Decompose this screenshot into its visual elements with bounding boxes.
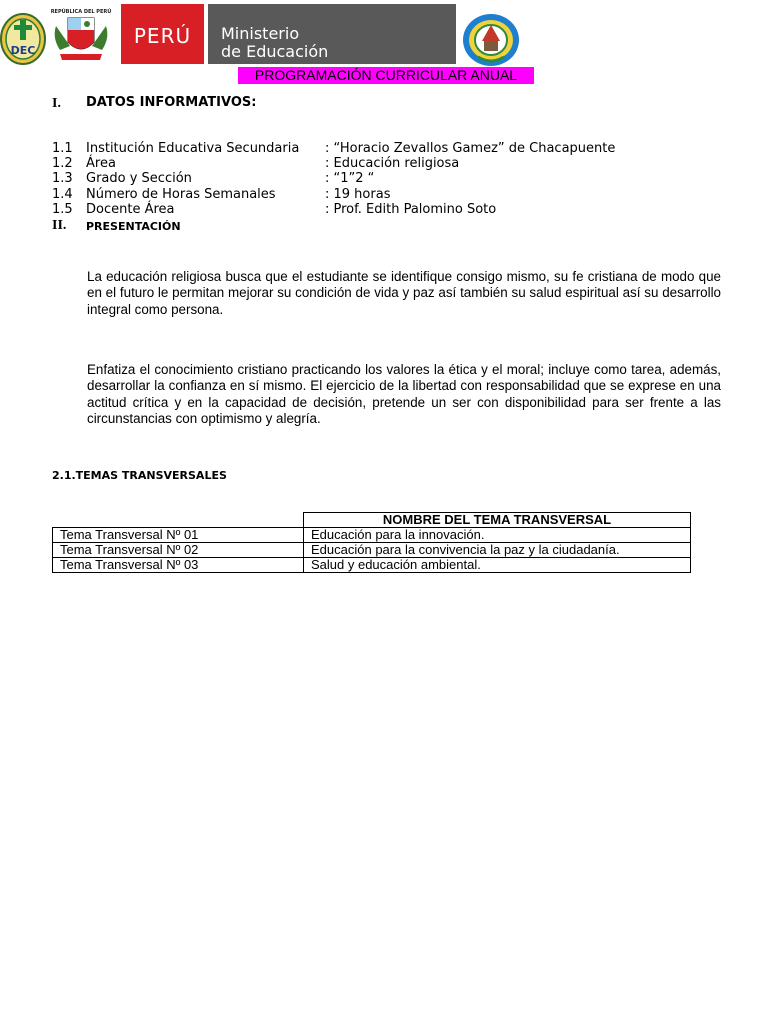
info-number: 1.2 <box>52 156 73 171</box>
tema-label: Tema Transversal Nº 02 <box>53 543 304 558</box>
presentation-paragraph: Enfatiza el conocimiento cristiano practicando los valores la ética y el moral; incluye como tarea, además, desarrollar la confianza en sí mismo. El ejercicio de la libertad con responsabilidad que se exprese en una actitud crítica y en la capacidad de decisión, pretende un ser con disponibilidad para ser frente a las circunstancias con optimismo y alegría. <box>87 362 721 426</box>
info-value: : “Horacio Zevallos Gamez” de Chacapuente <box>325 141 616 156</box>
info-row <box>52 187 732 203</box>
school-logo <box>462 13 520 67</box>
tema-label: Tema Transversal Nº 01 <box>53 528 304 543</box>
info-value: : Educación religiosa <box>325 156 460 171</box>
info-number: 1.3 <box>52 171 73 186</box>
peru-banner <box>121 4 204 64</box>
info-value: : Prof. Edith Palomino Soto <box>325 202 497 217</box>
ministerio-line1: Ministerio <box>221 24 300 43</box>
table-row <box>53 528 691 543</box>
table-row <box>53 558 691 573</box>
info-key: Número de Horas Semanales <box>86 187 276 202</box>
document-title: PROGRAMACIÓN CURRICULAR ANUAL <box>238 67 534 84</box>
peru-logo-text: REPÚBLICA DEL PERÚ <box>50 9 112 15</box>
table-row <box>53 543 691 558</box>
tema-name: Educación para la innovación. <box>304 528 691 543</box>
presentation-paragraph: La educación religiosa busca que el estudiante se identifique consigo mismo, su fe cristiana de modo que en el futuro le permitan mejorar su condición de vida y paz así también su salud espiritual así su desarrollo integral como persona. <box>87 269 721 317</box>
info-value: : 19 horas <box>325 187 391 202</box>
table-header-row <box>53 513 691 528</box>
section1-title: DATOS INFORMATIVOS: <box>86 95 257 110</box>
info-number: 1.5 <box>52 202 73 217</box>
ministerio-banner <box>208 4 456 64</box>
peru-banner-text: PERÚ <box>133 24 192 48</box>
info-row <box>52 141 732 157</box>
tema-label: Tema Transversal Nº 03 <box>53 558 304 573</box>
section2-number: II. <box>52 218 67 233</box>
info-row <box>52 171 732 187</box>
peru-coat-of-arms <box>50 6 112 62</box>
tema-name: Educación para la convivencia la paz y la ciudadanía. <box>304 543 691 558</box>
temas-title: 2.1.TEMAS TRANSVERSALES <box>52 469 227 482</box>
info-row <box>52 202 732 218</box>
temas-table <box>52 512 691 573</box>
dec-logo-text: DEC <box>10 44 36 57</box>
section1-number: I. <box>52 96 61 111</box>
tema-name: Salud y educación ambiental. <box>304 558 691 573</box>
info-key: Grado y Sección <box>86 171 192 186</box>
info-number: 1.4 <box>52 187 73 202</box>
dec-logo <box>0 12 46 66</box>
ministerio-line2: de Educación <box>221 42 329 61</box>
info-number: 1.1 <box>52 141 73 156</box>
info-key: Área <box>86 156 116 171</box>
section2-title: PRESENTACIÓN <box>86 220 181 233</box>
info-key: Institución Educativa Secundaria <box>86 141 300 156</box>
table-header: NOMBRE DEL TEMA TRANSVERSAL <box>304 513 691 528</box>
info-row <box>52 156 732 172</box>
info-value: : “1”2 “ <box>325 171 375 186</box>
info-key: Docente Área <box>86 202 175 217</box>
table-empty-cell <box>53 513 304 528</box>
